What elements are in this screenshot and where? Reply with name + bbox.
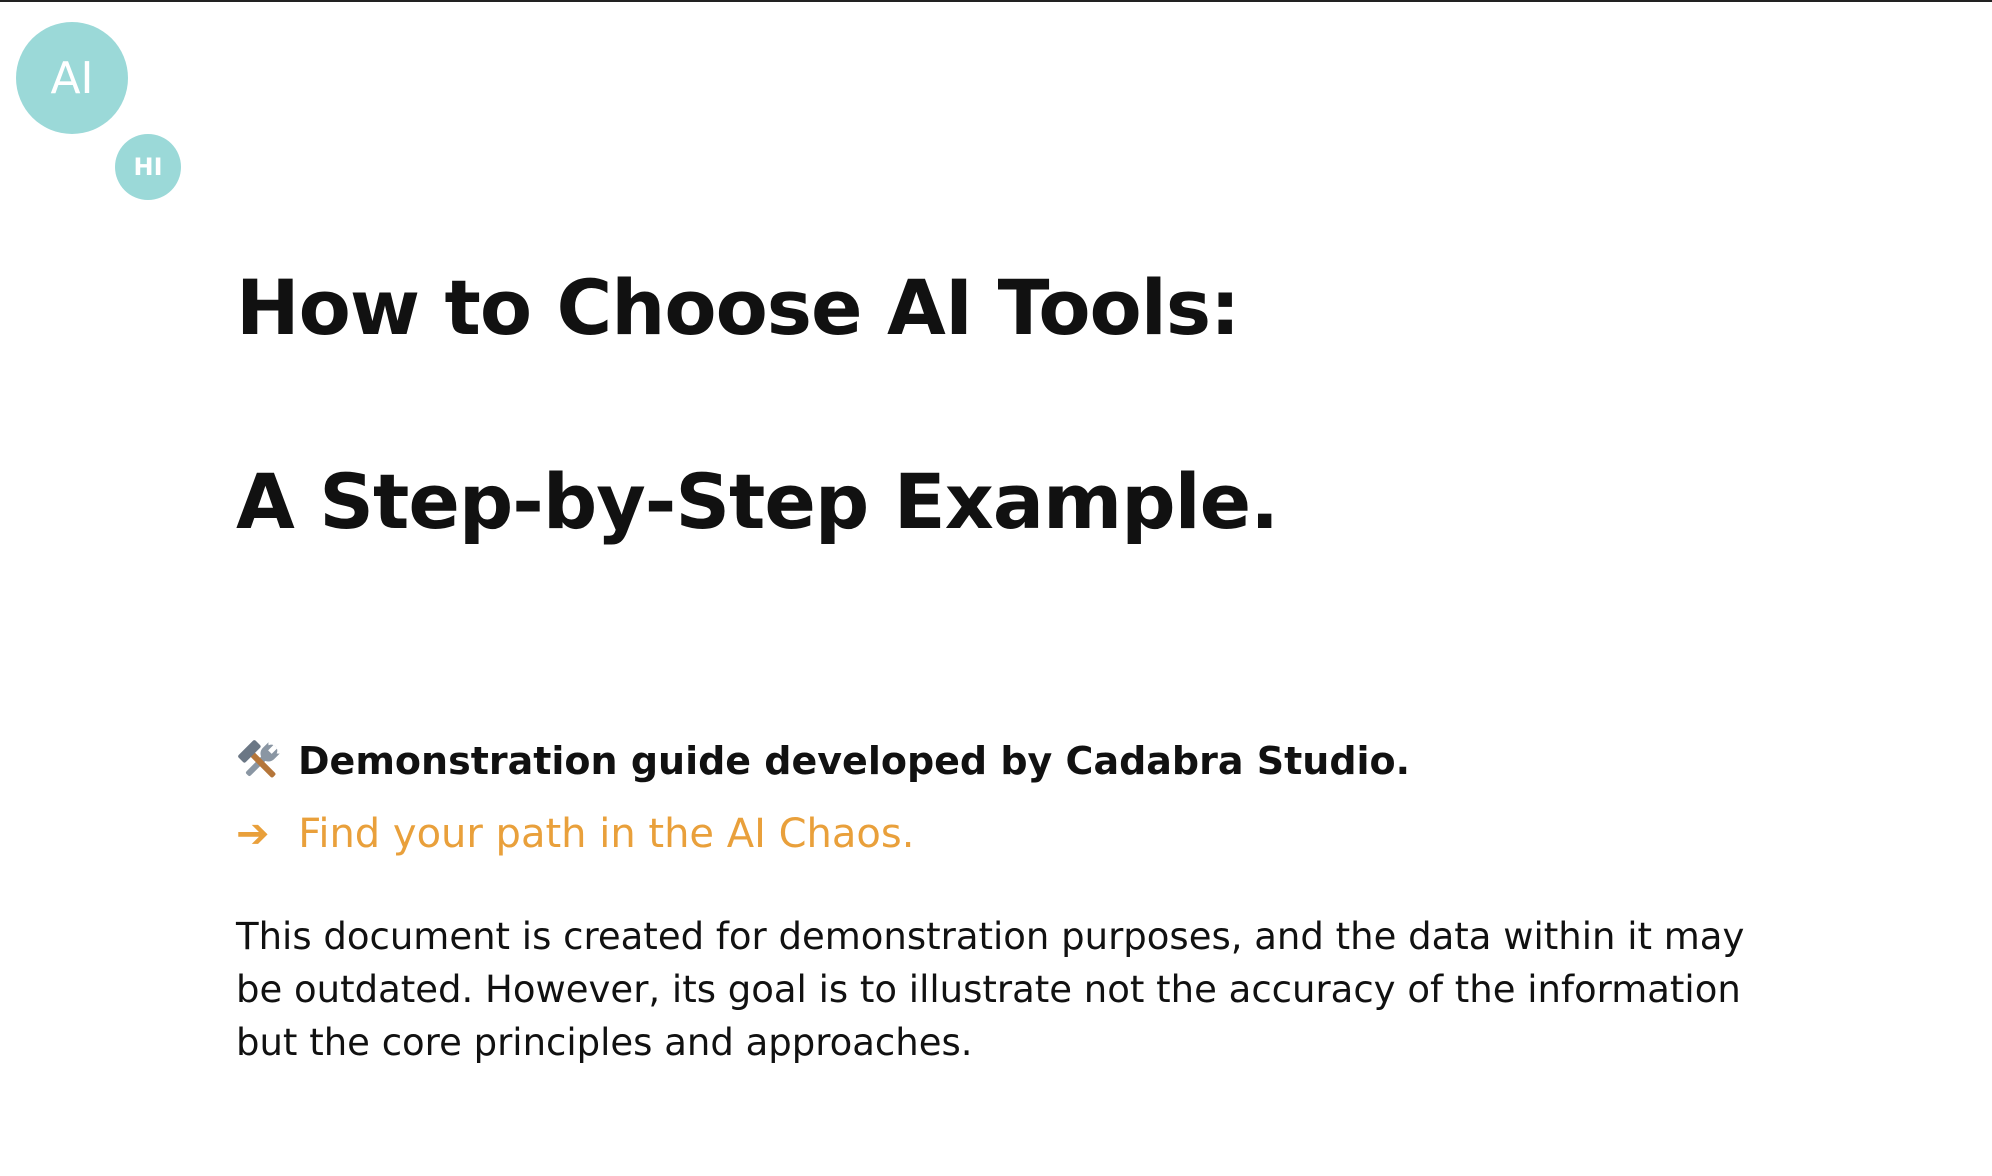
byline-text: Demonstration guide developed by Cadabra Studio. (298, 739, 1411, 784)
hammer-and-wrench-icon (236, 738, 284, 786)
page-title-line-2: A Step-by-Step Example. (236, 457, 1279, 546)
hi-logo-text: HI (133, 153, 163, 181)
tagline-link[interactable] (236, 810, 914, 858)
ai-logo-text: AI (50, 52, 94, 104)
arrow-right-icon: ➔ (236, 811, 270, 857)
hi-logo-badge (115, 134, 181, 200)
disclaimer-paragraph: This document is created for demonstration purposes, and the data within it may be outdated. However, its goal is to illustrate not the accuracy of the information but the core principles and approaches. (236, 915, 1745, 1064)
page-title-line-1: How to Choose AI Tools: (236, 263, 1240, 352)
byline (236, 738, 1410, 786)
tagline-text: Find your path in the AI Chaos. (298, 811, 915, 857)
ai-logo-badge (16, 22, 128, 134)
